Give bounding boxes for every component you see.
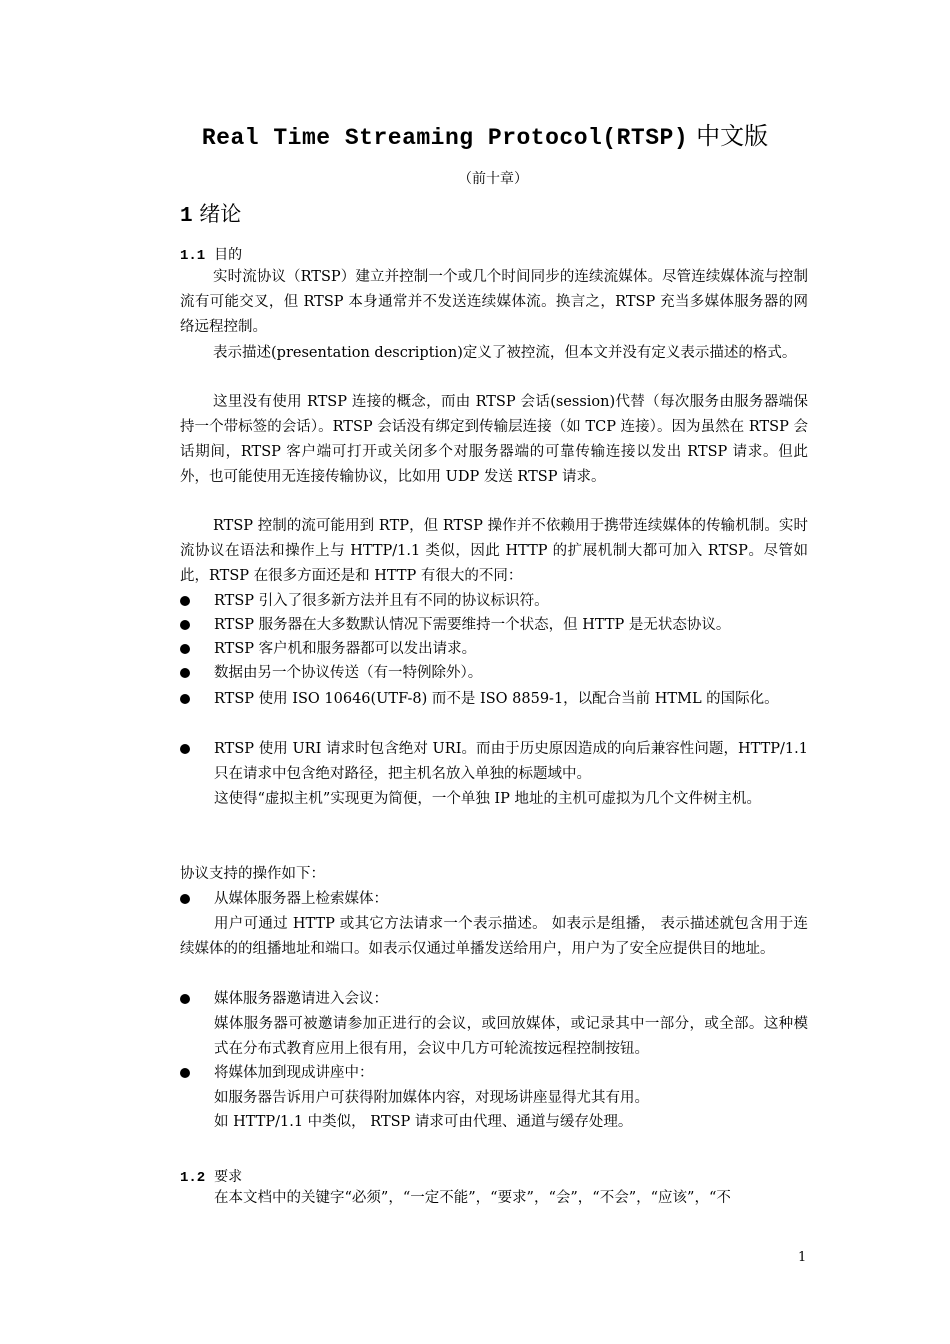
- operation-title: 从媒体服务器上检索媒体：: [214, 891, 388, 907]
- document-title: [0, 116, 950, 151]
- operation-text: 如 HTTP/1.1 中类似， RTSP 请求可由代理、通道与缓存处理。: [214, 1114, 633, 1130]
- chapter-heading: [180, 198, 241, 228]
- bullet-dot: [180, 596, 190, 606]
- bullet-dot: [180, 994, 190, 1004]
- chapter-title: 绪论: [199, 202, 242, 226]
- list-item: RTSP 使用 URI 请求时包含绝对 URI。而由于历史原因造成的向后兼容性问题，HTTP/1.1 只在请求中包含绝对路径，把主机名放入单独的标题域中。: [214, 741, 808, 782]
- page-number: 1: [798, 1250, 807, 1265]
- list-item: RTSP 客户机和服务器都可以发出请求。: [214, 641, 477, 657]
- operations-intro: 协议支持的操作如下：: [180, 866, 325, 882]
- section-heading-1-2: [180, 1166, 242, 1186]
- bullet-dot: [180, 620, 190, 630]
- paragraph-requirements: 在本文档中的关键字“必须”，“一定不能”，“要求”，“会”，“不会”，“应该”，“不: [214, 1190, 731, 1206]
- paragraph-purpose: 实时流协议（RTSP）建立并控制一个或几个时间同步的连续流媒体。尽管连续媒体流与控制流有可能交叉，但 RTSP 本身通常并不发送连续媒体流。换言之，RTSP 充当多媒体服务器的网络远程控制。: [180, 269, 808, 335]
- bullet-dot: [180, 694, 190, 704]
- operation-text: 如服务器告诉用户可获得附加媒体内容，对现场讲座显得尤其有用。: [214, 1090, 649, 1106]
- title-english: Real Time Streaming Protocol(RTSP): [201, 125, 689, 151]
- paragraph-presentation: 表示描述(presentation description)定义了被控流，但本文并没有定义表示描述的格式。: [213, 345, 797, 361]
- title-chinese: 中文版: [696, 122, 769, 150]
- paragraph-differences: RTSP 控制的流可能用到 RTP，但 RTSP 操作并不依赖用于携带连续媒体的传输机制。实时流协议在语法和操作上与 HTTP/1.1 类似，因此 HTTP 的扩展机制大都可加入 RTSP。尽管如此，RTSP 在很多方面还是和 HTTP 有很大的不同：: [180, 518, 808, 584]
- operation-title: 媒体服务器邀请进入会议：: [214, 991, 388, 1007]
- list-item: RTSP 引入了很多新方法并且有不同的协议标识符。: [214, 593, 549, 609]
- chapter-number: 1: [180, 205, 193, 228]
- section-heading-1-1: [180, 244, 242, 264]
- section-number: 1.1: [180, 248, 206, 264]
- bullet-dot: [180, 1068, 190, 1078]
- operation-title: 将媒体加到现成讲座中：: [214, 1065, 374, 1081]
- list-item: RTSP 服务器在大多数默认情况下需要维持一个状态，但 HTTP 是无状态协议。: [214, 617, 731, 633]
- operation-text: 媒体服务器可被邀请参加正进行的会议，或回放媒体，或记录其中一部分，或全部。这种模式在分布式教育应用上很有用，会议中几方可轮流按远程控制按钮。: [214, 1016, 808, 1057]
- list-item: RTSP 使用 ISO 10646(UTF-8) 而不是 ISO 8859-1，以配合当前 HTML 的国际化。: [214, 691, 779, 707]
- list-item-continuation: 这使得“虚拟主机”实现更为简便，一个单独 IP 地址的主机可虚拟为几个文件树主机。: [214, 791, 762, 807]
- bullet-dot: [180, 668, 190, 678]
- bullet-dot: [180, 894, 190, 904]
- subtitle: （前十章）: [458, 171, 528, 187]
- section-number: 1.2: [180, 1170, 206, 1186]
- operation-text: 用户可通过 HTTP 或其它方法请求一个表示描述。 如表示是组播， 表示描述就包含用于连续媒体的的组播地址和端口。如表示仅通过单播发送给用户，用户为了安全应提供目的地址。: [180, 916, 808, 957]
- bullet-dot: [180, 744, 190, 754]
- paragraph-session: 这里没有使用 RTSP 连接的概念，而由 RTSP 会话(session)代替（每次服务由服务器端保持一个带标签的会话）。RTSP 会话没有绑定到传输层连接（如 TCP 连接）。因为虽然在 RTSP 会话期间，RTSP 客户端可打开或关闭多个对服务器端的可靠传输连接以发出 RTSP 请求。但此外，也可能使用无连接传输协议，比如用 UDP 发送 RTSP 请求。: [180, 394, 808, 485]
- bullet-dot: [180, 644, 190, 654]
- section-title: 目的: [214, 247, 243, 263]
- section-title: 要求: [214, 1169, 243, 1185]
- list-item: 数据由另一个协议传送（有一特例除外）。: [214, 665, 483, 681]
